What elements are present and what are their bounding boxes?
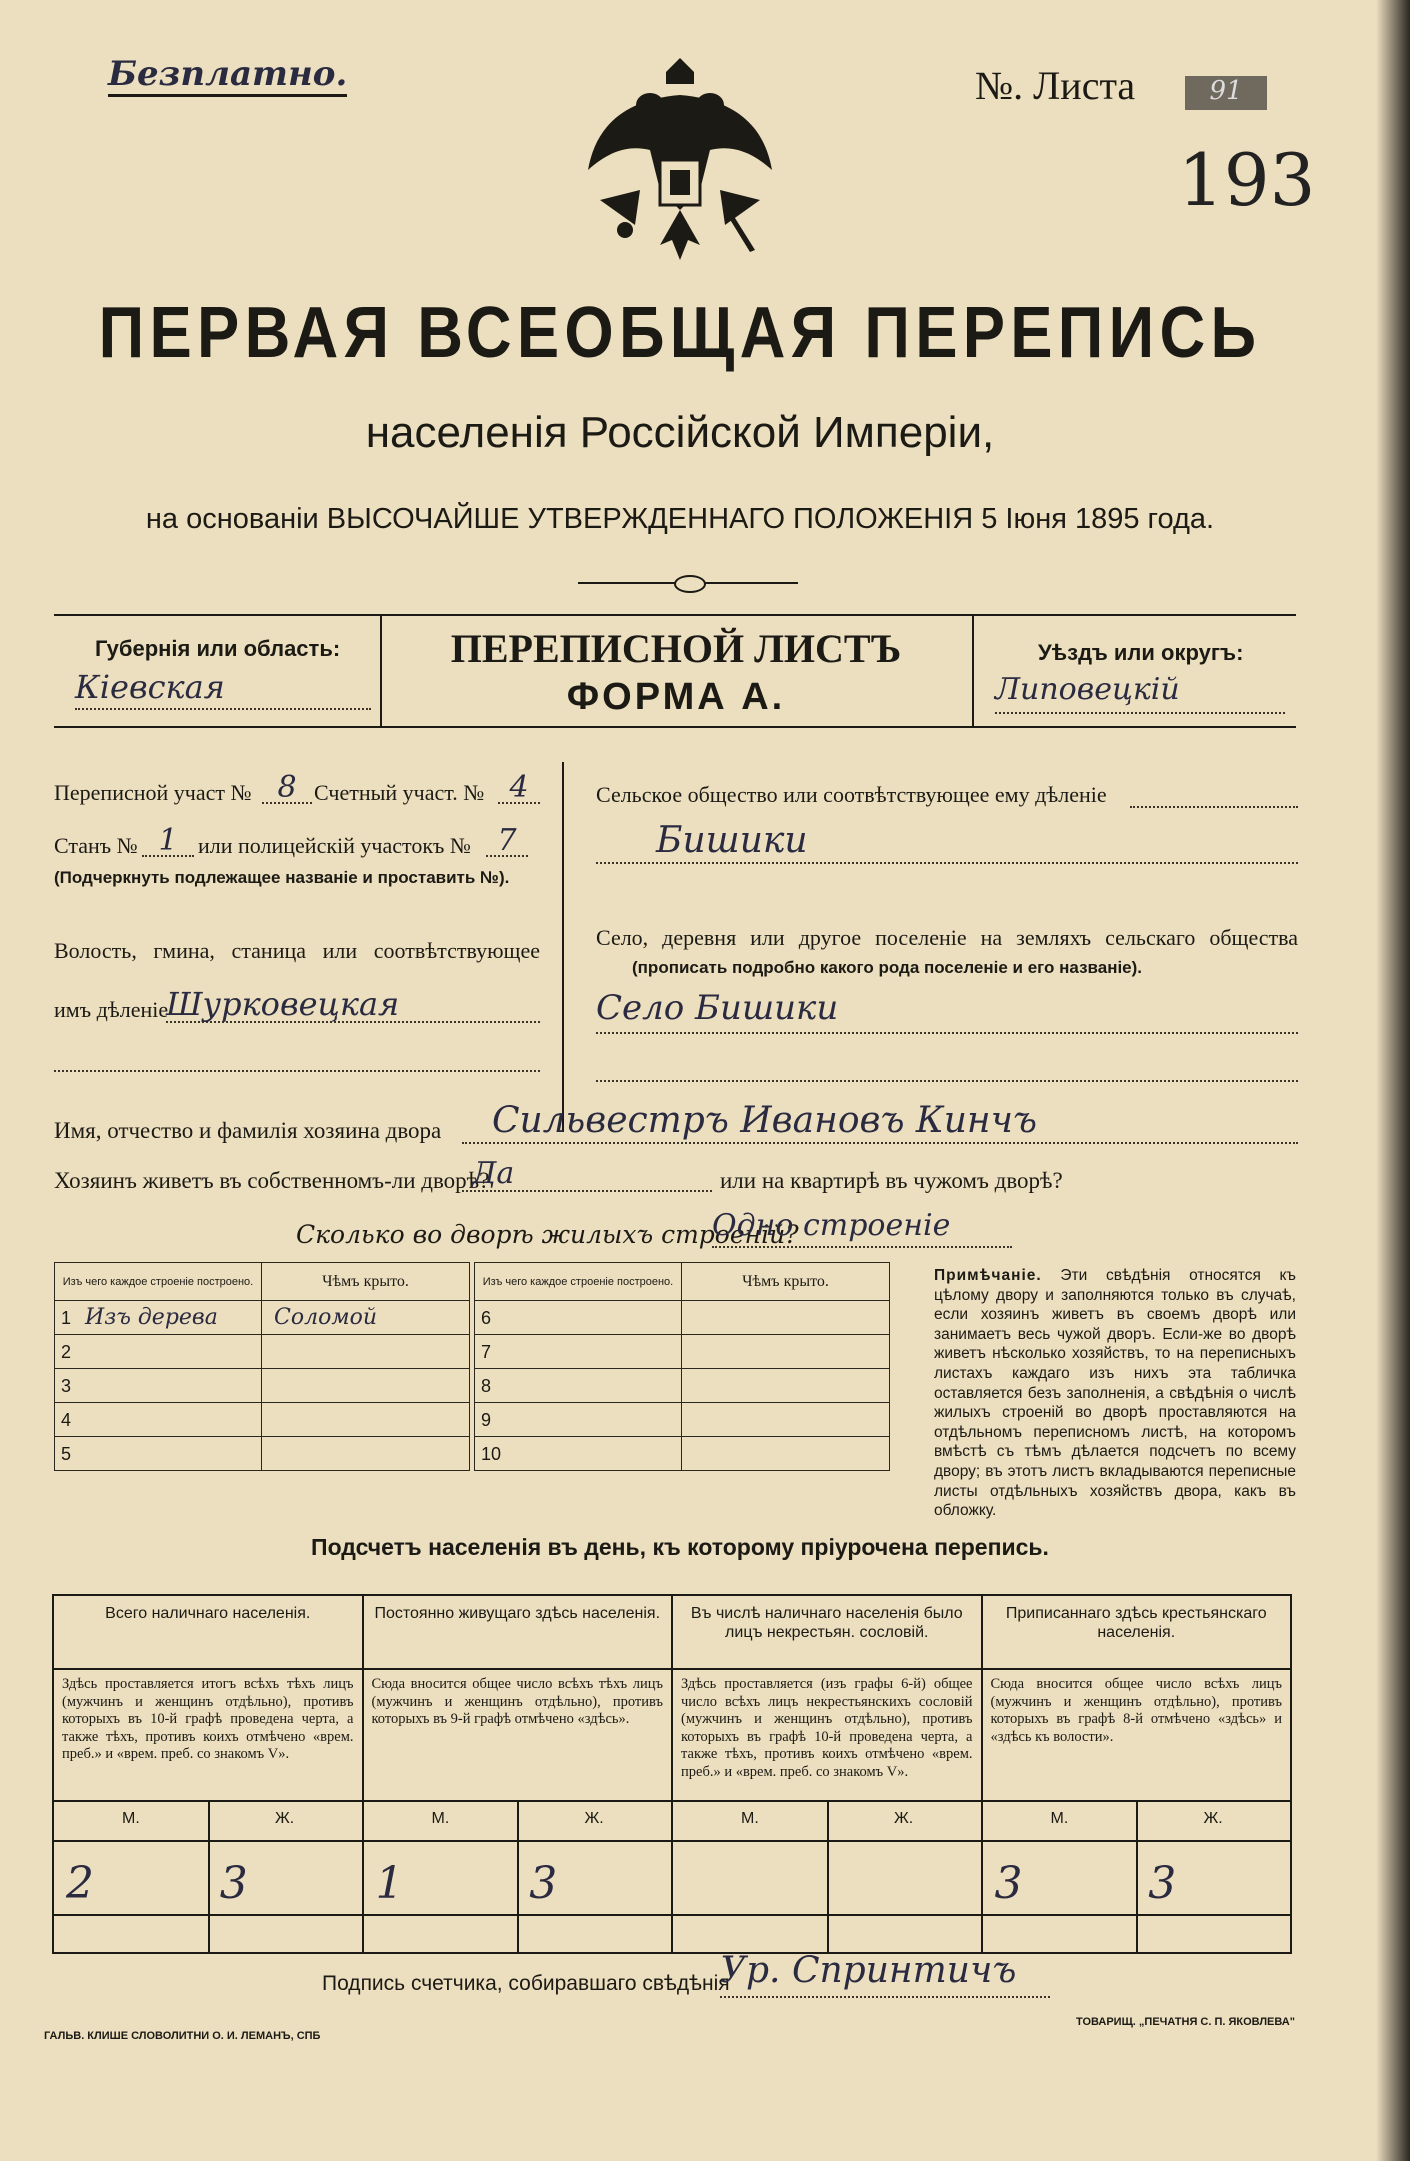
rent-label: или на квартирѣ въ чужомъ дворѣ? bbox=[720, 1168, 1063, 1193]
building-roof-value bbox=[262, 1403, 470, 1437]
building-number: 10 bbox=[481, 1444, 502, 1464]
count-bottom-line bbox=[364, 1914, 672, 1916]
building-material-cell bbox=[475, 1403, 682, 1437]
count-bottom-line bbox=[983, 1914, 1291, 1916]
count-label-divider bbox=[54, 1840, 362, 1842]
count-label-divider bbox=[364, 1840, 672, 1842]
building-material-cell bbox=[475, 1369, 682, 1403]
building-material-cell bbox=[475, 1335, 682, 1369]
building-roof-value bbox=[262, 1335, 470, 1369]
count-title-divider bbox=[983, 1668, 1291, 1670]
volost-label-2: имъ дѣленіе bbox=[54, 997, 169, 1022]
count-column-title: Всего наличнаго населенія. bbox=[105, 1605, 311, 1622]
ornament-center bbox=[674, 575, 706, 593]
count-m-label: М. bbox=[740, 1810, 759, 1827]
col-roof-header: Чѣмъ крыто. bbox=[262, 1263, 470, 1301]
count-title-divider bbox=[364, 1668, 672, 1670]
count-label-divider bbox=[673, 1840, 981, 1842]
count-f-value: 3 bbox=[1148, 1858, 1177, 1909]
note-heading: Примѣчаніе. bbox=[934, 1267, 1042, 1284]
stan-value: 1 bbox=[142, 823, 194, 857]
count-m-value: 1 bbox=[375, 1858, 404, 1909]
uezd-value: Липовецкій bbox=[995, 672, 1285, 714]
buildings-value: Одно строеніе bbox=[712, 1208, 1012, 1248]
count-table bbox=[52, 1594, 1292, 1954]
building-material-cell bbox=[55, 1335, 262, 1369]
count-column-desc: Здѣсь проставляется (изъ графы 6-й) общее число всѣхъ лицъ некрестьянскихъ сословій (мужчинъ и женщинъ отдѣльно), противъ которыхъ въ графѣ 10-й проведена черта, а также тѣхъ, противъ коихъ отмѣчено «врем. преб.» и «врем. преб. со знакомъ V». bbox=[681, 1676, 973, 1780]
note-text: Эти свѣдѣнія относятся къ цѣлому двору и заполняются только въ случаѣ, если хозяинъ живетъ въ своемъ дворѣ или занимаетъ весь чужой дворъ. Если-же во дворѣ живетъ нѣсколько хозяйствъ, то на переписныхъ листахъ каждаго изъ нихъ эта табличка оставляется безъ заполненія, а свѣдѣнія о числѣ жилыхъ строеній во дворѣ проставляются на отдѣльномъ переписномъ листѣ, на которомъ вмѣстѣ съ тѣмъ дѣлается подсчетъ по всему двору; въ этотъ листъ вкладываются переписные листы отдѣльныхъ хозяйствъ двора, какъ въ обложку. bbox=[934, 1267, 1296, 1520]
building-roof-value bbox=[682, 1437, 890, 1471]
own-yard-value: Да bbox=[462, 1156, 712, 1192]
building-roof-value bbox=[682, 1301, 890, 1335]
archive-number: 193 bbox=[1178, 138, 1316, 222]
page-subtitle: населенія Россійской Имперіи, bbox=[365, 408, 995, 457]
count-label-divider bbox=[983, 1840, 1291, 1842]
count-title-divider bbox=[54, 1668, 362, 1670]
settlement-extra-line bbox=[596, 1050, 1298, 1082]
page-edge-shadow bbox=[1376, 0, 1410, 2161]
count-m-label: М. bbox=[431, 1810, 450, 1827]
volost-value: Шурковецкая bbox=[166, 985, 540, 1023]
settlement-note: (прописать подробно какого рода поселеніе и его названіе). bbox=[632, 958, 1143, 977]
count-f-label: Ж. bbox=[584, 1810, 604, 1827]
owner-name-label: Имя, отчество и фамилія хозяина двора bbox=[54, 1118, 442, 1143]
underline-note: (Подчеркнуть подлежащее названіе и проставить №). bbox=[54, 868, 510, 887]
building-material-cell bbox=[55, 1403, 262, 1437]
volost-label: Волость, гмина, станица или соотвѣтствующее bbox=[54, 938, 540, 963]
signature-value: Ур. Спринтичъ bbox=[720, 1950, 1050, 1998]
society-value: Бишики bbox=[596, 820, 1298, 864]
count-m-value: 2 bbox=[66, 1858, 94, 1909]
building-material-cell bbox=[55, 1301, 262, 1335]
count-column-title: Постоянно живущаго здѣсь населенія. bbox=[374, 1605, 661, 1622]
building-number: 8 bbox=[481, 1376, 492, 1396]
count-mf-divider bbox=[1136, 1800, 1138, 1952]
building-number: 6 bbox=[481, 1308, 492, 1328]
form-title: ПЕРЕПИСНОЙ ЛИСТЪ bbox=[450, 626, 902, 671]
count-f-label: Ж. bbox=[894, 1810, 914, 1827]
count-f-value: 3 bbox=[529, 1858, 558, 1909]
building-roof-value bbox=[262, 1437, 470, 1471]
building-material-cell bbox=[475, 1301, 682, 1335]
count-column-title: Въ числѣ наличнаго населенія было лицъ некрестьян. сословій. bbox=[690, 1605, 963, 1641]
form-subtitle: ФОРМА А. bbox=[566, 676, 786, 718]
double-headed-eagle-emblem bbox=[580, 50, 780, 270]
building-number: 7 bbox=[481, 1342, 492, 1362]
count-column bbox=[981, 1596, 1291, 1952]
building-number: 2 bbox=[61, 1342, 72, 1362]
count-mf-divider bbox=[208, 1800, 210, 1952]
building-material-cell bbox=[55, 1437, 262, 1471]
count-title-divider bbox=[673, 1668, 981, 1670]
count-mf-divider bbox=[517, 1800, 519, 1952]
building-roof-value bbox=[682, 1335, 890, 1369]
settlement-label: Село, деревня или другое поселеніе на земляхъ сельскаго общества bbox=[596, 925, 1298, 950]
count-column-desc: Сюда вносится общее число всѣхъ лицъ (мужчинъ и женщинъ отдѣльно), противъ которыхъ въ графѣ 8-й отмѣчено «здѣсь» и «здѣсь къ волости». bbox=[990, 1676, 1282, 1745]
count-column-title: Приписаннаго здѣсь крестьянскаго населенія. bbox=[1005, 1605, 1267, 1641]
count-column bbox=[671, 1596, 981, 1952]
settlement-value: Село Бишики bbox=[596, 988, 1298, 1034]
note-block bbox=[934, 1266, 1296, 1521]
count-f-value: 3 bbox=[219, 1858, 248, 1909]
free-label: Безплатно. bbox=[108, 54, 347, 97]
building-number: 9 bbox=[481, 1410, 492, 1430]
count-column-desc: Сюда вносится общее число всѣхъ тѣхъ лицъ (мужчинъ и женщинъ отдѣльно), противъ которыхъ въ 9-й графѣ отмѣчено «здѣсь». bbox=[371, 1676, 663, 1727]
schet-value: 4 bbox=[498, 770, 540, 804]
count-columns bbox=[54, 1596, 1290, 1952]
count-column bbox=[362, 1596, 672, 1952]
sheet-number-label: №. Листа bbox=[975, 63, 1136, 108]
count-bottom-line bbox=[54, 1914, 362, 1916]
police-value: 7 bbox=[486, 823, 528, 857]
building-material-cell bbox=[475, 1437, 682, 1471]
building-roof-value: Соломой bbox=[262, 1301, 470, 1335]
count-heading: Подсчетъ населенія въ день, къ которому пріурочена перепись. bbox=[311, 1534, 1049, 1560]
perepis-label: Переписной участ № bbox=[54, 780, 252, 805]
signature-label: Подпись счетчика, собиравшаго свѣдѣнія bbox=[322, 1972, 730, 1995]
gubernia-label: Губернія или область: bbox=[95, 636, 341, 661]
owner-name-value: Сильвестръ Ивановъ Кинчъ bbox=[462, 1100, 1298, 1144]
printer-right: ТОВАРИЩ. „ПЕЧАТНЯ С. П. ЯКОВЛЕВА" bbox=[1076, 2016, 1295, 2028]
building-material-cell bbox=[55, 1369, 262, 1403]
col-material-header-2: Изъ чего каждое строеніе построено. bbox=[475, 1263, 682, 1301]
printer-left: ГАЛЬВ. КЛИШЕ СЛОВОЛИТНИ О. И. ЛЕМАНЪ, СПБ bbox=[44, 2030, 321, 2042]
col-material-header: Изъ чего каждое строеніе построено. bbox=[55, 1263, 262, 1301]
count-m-value: 3 bbox=[994, 1858, 1023, 1909]
building-roof-value bbox=[682, 1403, 890, 1437]
building-number: 3 bbox=[61, 1376, 72, 1396]
count-column bbox=[54, 1596, 362, 1952]
count-f-label: Ж. bbox=[275, 1810, 295, 1827]
page-title: ПЕРВАЯ ВСЕОБЩАЯ ПЕРЕПИСЬ bbox=[98, 293, 1262, 373]
volost-extra-line bbox=[54, 1040, 540, 1072]
buildings-label: Сколько во дворѣ жилыхъ строеній? bbox=[296, 1220, 799, 1249]
buildings-table-left bbox=[54, 1262, 470, 1471]
gubernia-value: Кіевская bbox=[75, 668, 371, 710]
building-material-value: Изъ дерева bbox=[85, 1305, 218, 1330]
own-yard-label: Хозяинъ живетъ въ собственномъ-ли дворѣ? bbox=[54, 1168, 490, 1193]
building-number: 1 bbox=[61, 1308, 72, 1328]
police-label: или полицейскій участокъ № bbox=[198, 833, 471, 858]
building-number: 4 bbox=[61, 1410, 72, 1430]
count-bottom-line bbox=[673, 1914, 981, 1916]
count-column-desc: Здѣсь проставляется итогъ всѣхъ тѣхъ лицъ (мужчинъ и женщинъ отдѣльно), противъ которыхъ въ 10-й графѣ проведена черта, а также тѣхъ, противъ коихъ отмѣчено «врем. преб.» и «врем. преб. со знакомъ V». bbox=[62, 1676, 354, 1762]
schet-label: Счетный участ. № bbox=[314, 780, 485, 805]
legal-basis: на основаніи ВЫСОЧАЙШЕ УТВЕРЖДЕННАГО ПОЛОЖЕНІЯ 5 Іюня 1895 года. bbox=[145, 503, 1215, 535]
sheet-number-value: 91 bbox=[1185, 76, 1267, 110]
society-label: Сельское общество или соотвѣтствующее ему дѣленіе bbox=[596, 782, 1107, 807]
count-mf-divider bbox=[827, 1800, 829, 1952]
count-m-label: М. bbox=[121, 1810, 140, 1827]
count-f-label: Ж. bbox=[1203, 1810, 1223, 1827]
building-roof-value bbox=[682, 1369, 890, 1403]
perepis-value: 8 bbox=[262, 770, 312, 804]
buildings-table-right bbox=[474, 1262, 890, 1471]
society-label-line bbox=[1130, 778, 1298, 808]
col-roof-header-2: Чѣмъ крыто. bbox=[682, 1263, 890, 1301]
building-roof-value bbox=[262, 1369, 470, 1403]
uezd-label: Уѣздъ или округъ: bbox=[1038, 640, 1244, 665]
building-number: 5 bbox=[61, 1444, 72, 1464]
count-m-label: М. bbox=[1050, 1810, 1069, 1827]
stan-label: Станъ № bbox=[54, 833, 138, 858]
